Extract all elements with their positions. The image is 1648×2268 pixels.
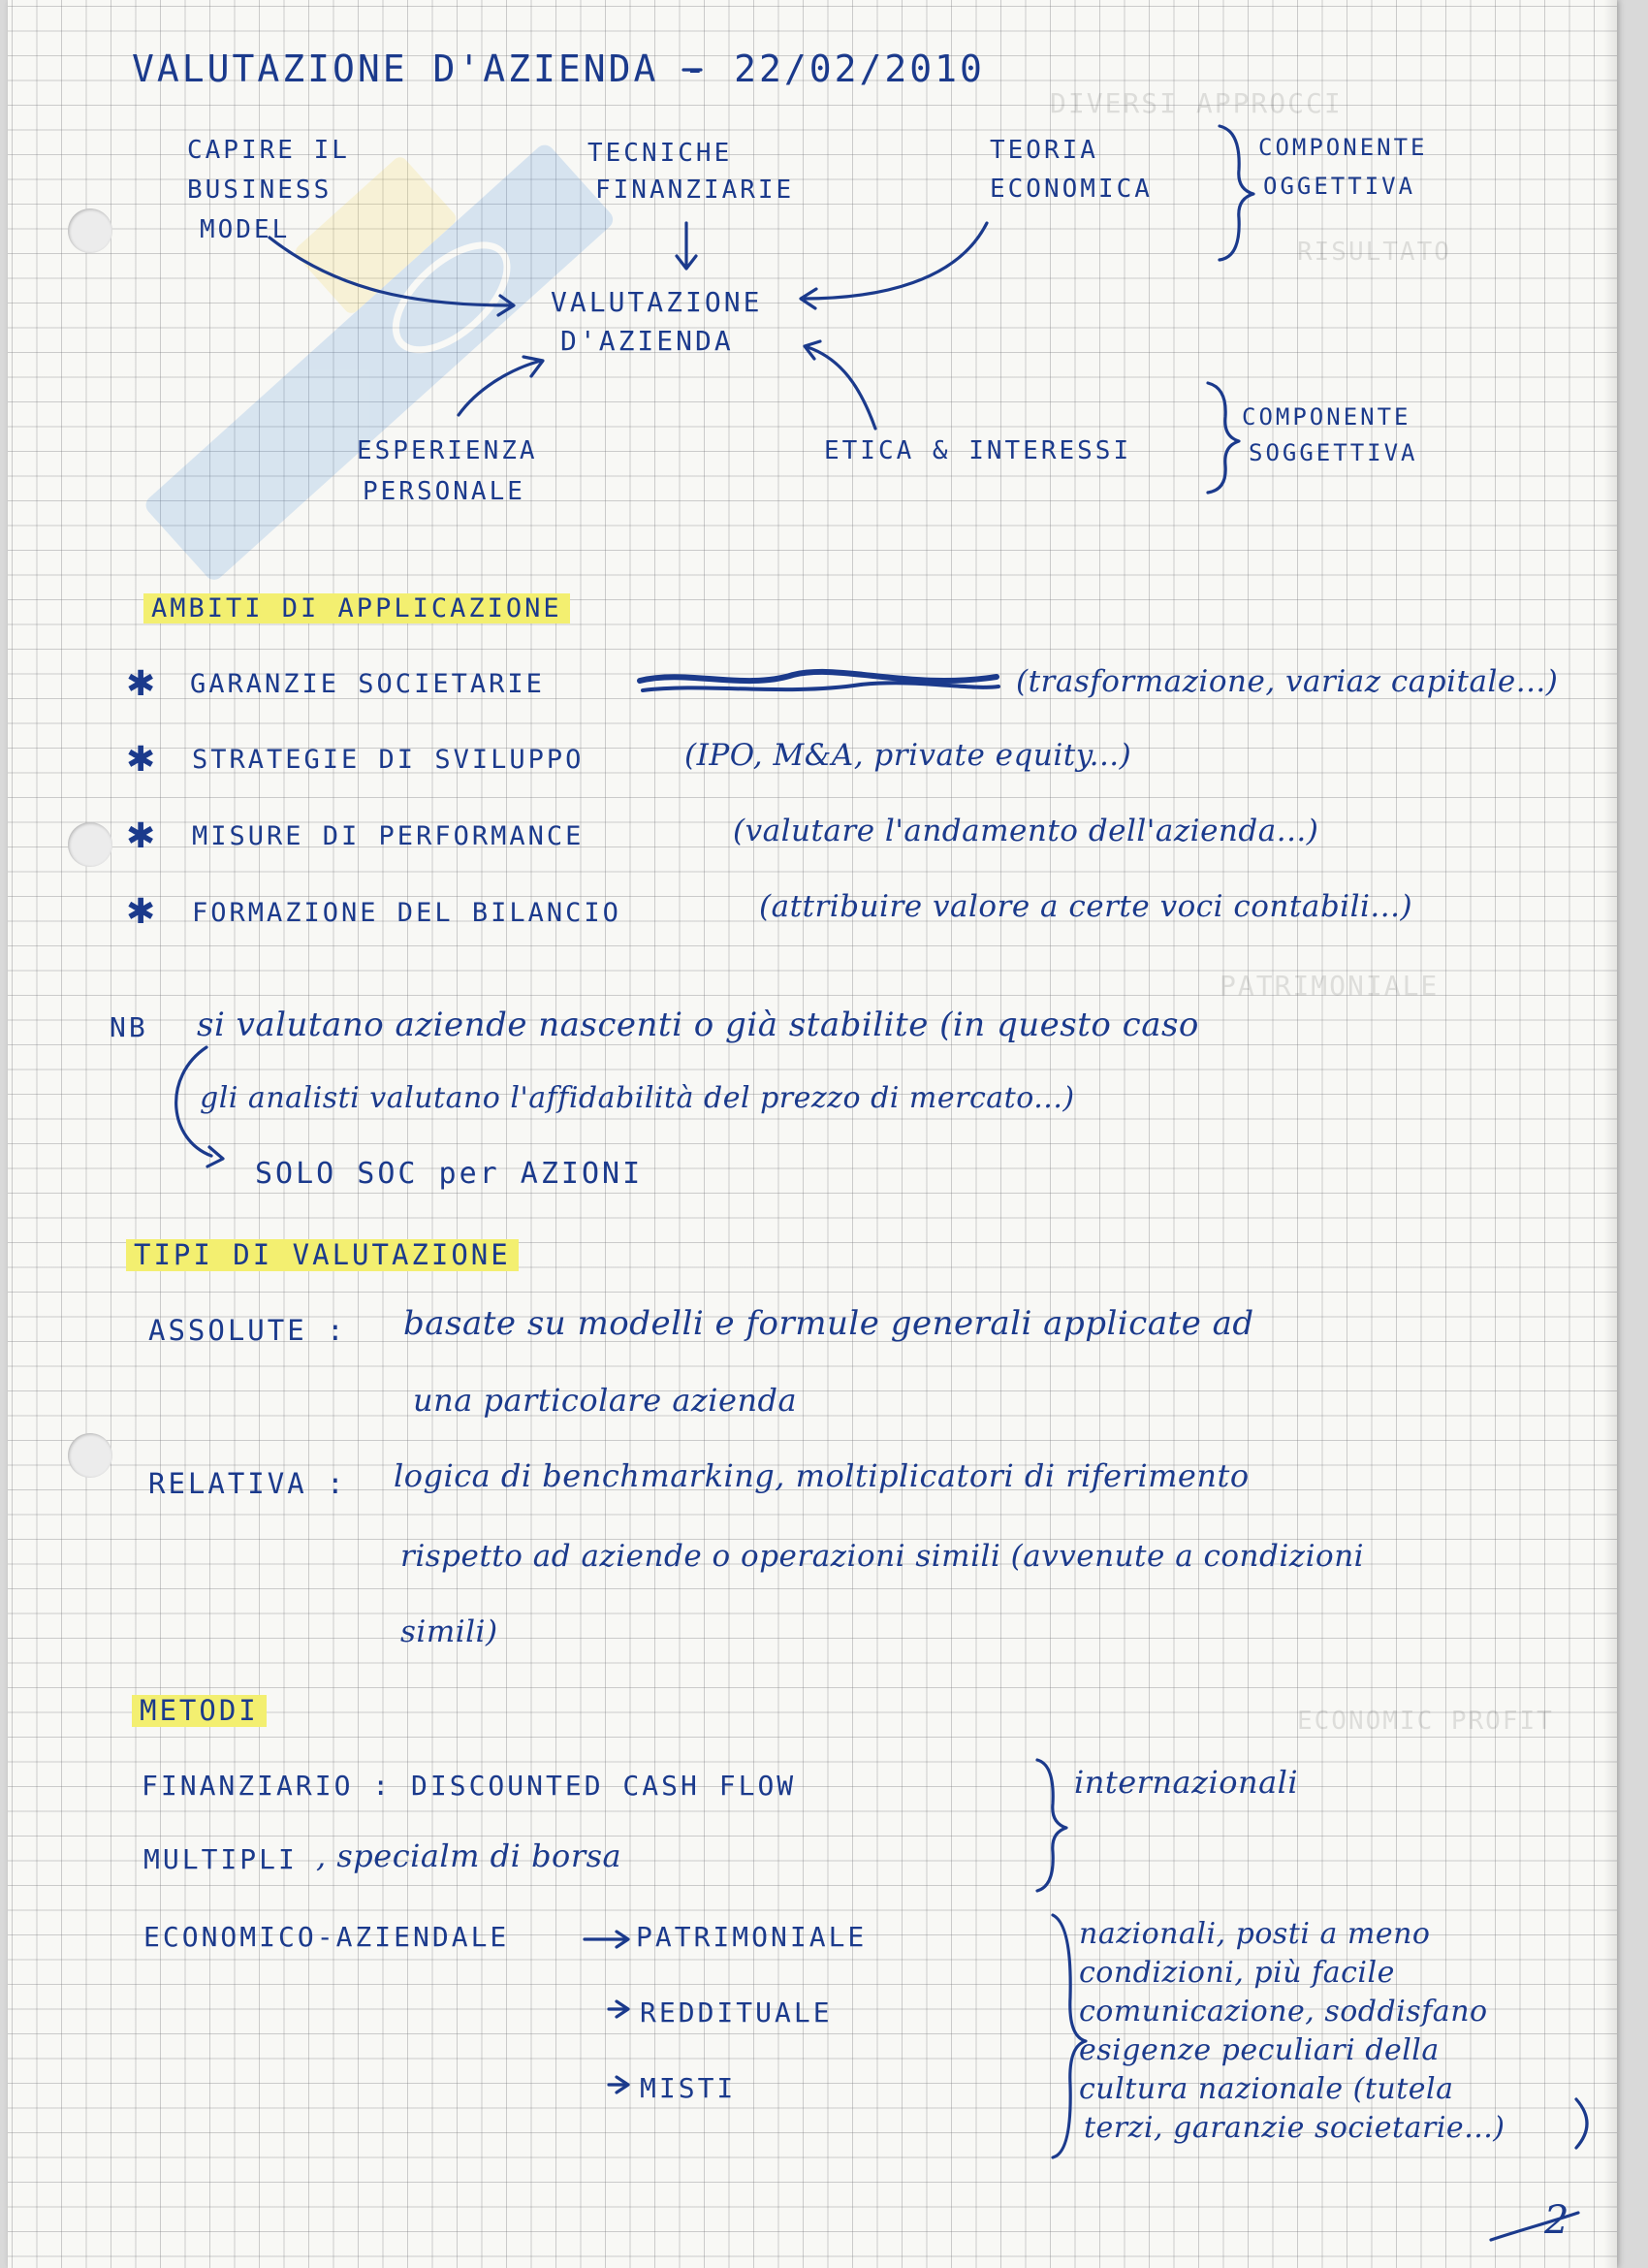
assolute-text-1: basate su modelli e formule generali applicate ad — [403, 1304, 1254, 1343]
diagram-etica: ETICA & INTERESSI — [824, 436, 1132, 465]
bullet-star: ✱ — [126, 740, 156, 780]
internazionali-note: internazionali — [1074, 1764, 1299, 1801]
relativa-label: RELATIVA : — [148, 1467, 347, 1500]
assolute-text-2: una particolare azienda — [413, 1382, 798, 1419]
bleed-through-text: DIVERSI APPROCCI — [1050, 87, 1343, 119]
relativa-text-2: rispetto ad aziende o operazioni simili (avvenute a condizioni — [400, 1539, 1365, 1574]
diagram-capire-line2: BUSINESS — [187, 176, 333, 205]
ambiti-heading: AMBITI DI APPLICAZIONE — [143, 593, 570, 623]
diagram-teoria-line2: ECONOMICA — [990, 175, 1153, 204]
diagram-capire-line3: MODEL — [200, 215, 291, 244]
nb-arrow-note: SOLO SOC per AZIONI — [255, 1157, 644, 1191]
ambito-note: (IPO, M&A, private equity...) — [684, 738, 1132, 773]
ambito-note: (trasformazione, variaz capitale...) — [1016, 664, 1559, 699]
componente-soggettiva-line1: COMPONENTE — [1242, 403, 1411, 431]
nazionali-note-1: nazionali, posti a meno — [1079, 1917, 1431, 1951]
ambito-label: GARANZIE SOCIETARIE — [190, 669, 545, 699]
nazionali-note-4: esigenze peculiari della — [1079, 2033, 1440, 2067]
componente-oggettiva-line2: OGGETTIVA — [1263, 173, 1416, 200]
componente-soggettiva-line2: SOGGETTIVA — [1249, 439, 1418, 466]
metodo-multipli: MULTIPLI — [143, 1843, 298, 1875]
bullet-star: ✱ — [126, 892, 156, 932]
diagram-teoria-line1: TEORIA — [990, 136, 1098, 165]
nazionali-note-5: cultura nazionale (tutela — [1079, 2072, 1454, 2106]
nazionali-note-2: condizioni, più facile — [1079, 1956, 1395, 1990]
diagram-center-line2: D'AZIENDA — [560, 325, 734, 357]
diagram-tecniche-line2: FINANZIARIE — [595, 176, 795, 205]
assolute-label: ASSOLUTE : — [148, 1314, 347, 1347]
sub-patrimoniale: PATRIMONIALE — [636, 1921, 868, 1953]
diagram-esperienza-line1: ESPERIENZA — [357, 436, 538, 465]
page-title: VALUTAZIONE D'AZIENDA - 22/02/2010 — [132, 48, 985, 90]
bleed-through-text: ECONOMIC PROFIT — [1297, 1707, 1554, 1736]
relativa-text-1: logica di benchmarking, moltiplicatori di riferimento — [394, 1457, 1250, 1494]
bullet-star: ✱ — [126, 816, 156, 856]
tipi-heading: TIPI DI VALUTAZIONE — [126, 1239, 519, 1271]
metodo-finanziario: FINANZIARIO : DISCOUNTED CASH FLOW — [142, 1770, 797, 1802]
nazionali-note-6: terzi, garanzie societarie...) — [1084, 2111, 1505, 2145]
ambito-label: FORMAZIONE DEL BILANCIO — [192, 898, 621, 928]
relativa-text-3: simili) — [400, 1614, 498, 1649]
diagram-center-line1: VALUTAZIONE — [551, 286, 763, 318]
page-number-mark: 2 — [1544, 2198, 1569, 2243]
sub-reddituale: REDDITUALE — [640, 1996, 833, 2028]
diagram-capire-line1: CAPIRE IL — [187, 136, 350, 165]
metodo-economico: ECONOMICO-AZIENDALE — [143, 1921, 510, 1953]
bleed-through-text: PATRIMONIALE — [1220, 970, 1440, 1002]
bleed-through-text: RISULTATO — [1297, 238, 1451, 267]
arrow-business-model — [269, 238, 512, 305]
diagram-esperienza-line2: PERSONALE — [363, 477, 525, 506]
metodo-multipli-note: , specialm di borsa — [316, 1837, 622, 1874]
nb-label: NB — [110, 1011, 148, 1043]
diagram-tecniche-line1: TECNICHE — [587, 139, 733, 168]
ambito-label: MISURE DI PERFORMANCE — [192, 821, 585, 851]
nazionali-note-3: comunicazione, soddisfano — [1079, 1995, 1488, 2028]
componente-oggettiva-line1: COMPONENTE — [1258, 134, 1428, 161]
notebook-page — [8, 0, 1617, 2268]
ambito-note: (attribuire valore a certe voci contabili...) — [759, 889, 1413, 924]
nb-text: si valutano aziende nascenti o già stabilite (in questo caso — [197, 1006, 1199, 1044]
ambito-label: STRATEGIE DI SVILUPPO — [192, 745, 585, 775]
nb-text-2: gli analisti valutano l'affidabilità del prezzo di mercato...) — [200, 1081, 1075, 1115]
ambito-note: (valutare l'andamento dell'azienda...) — [733, 814, 1319, 848]
metodi-heading: METODI — [132, 1695, 267, 1727]
bullet-star: ✱ — [126, 664, 156, 704]
sub-misti: MISTI — [640, 2072, 737, 2104]
